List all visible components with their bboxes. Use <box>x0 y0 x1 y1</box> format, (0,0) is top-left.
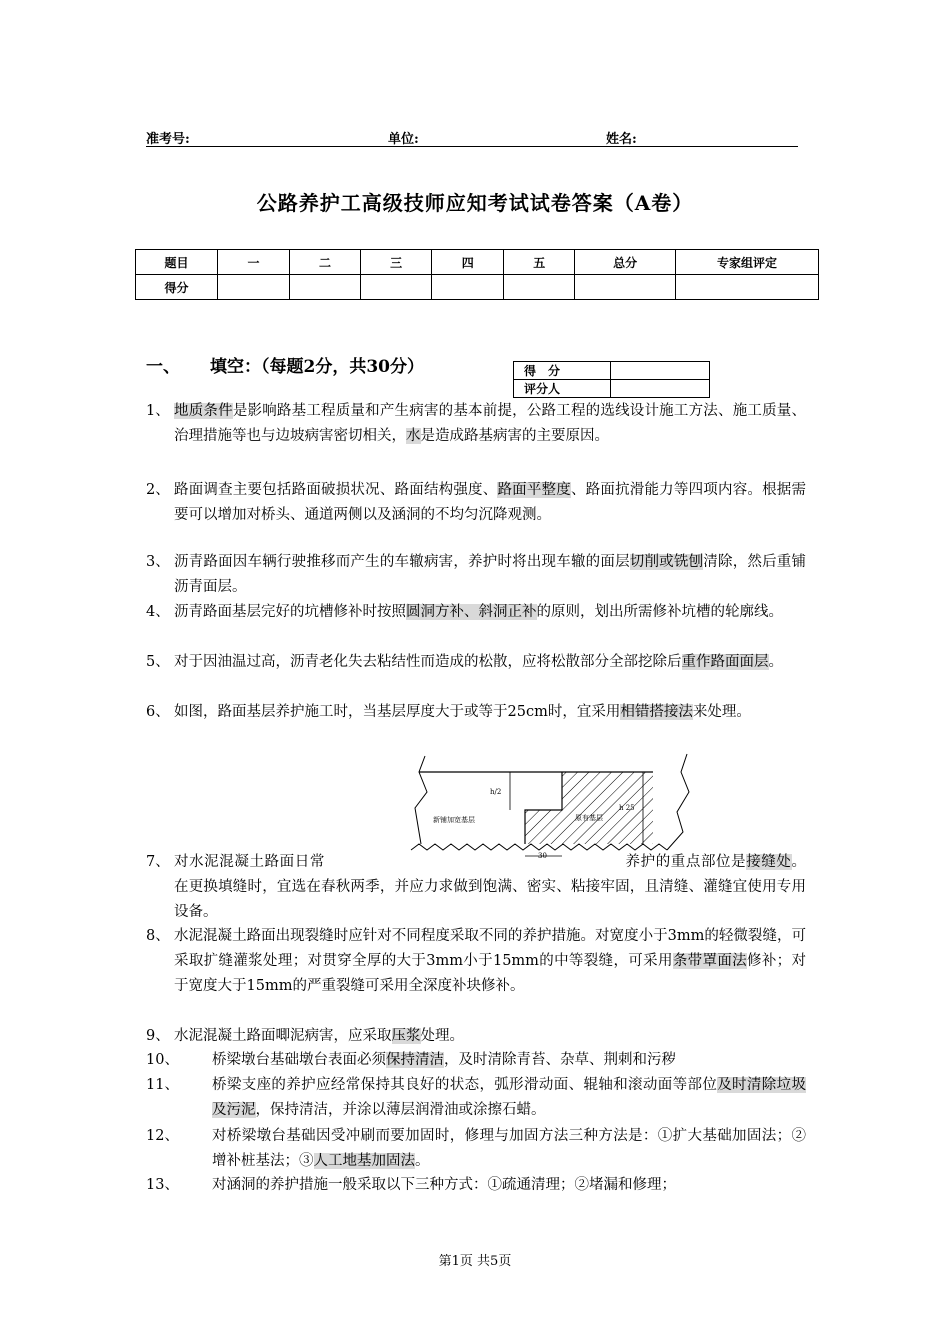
answer-highlight: 地质条件 <box>174 403 233 419</box>
answer-highlight: 及时清除垃圾及污泥 <box>212 1077 806 1118</box>
page-footer: 第1页 共5页 <box>438 1254 512 1269</box>
question-item <box>146 1173 806 1198</box>
question-text <box>146 924 806 999</box>
score-header-cell: 专家组评定 <box>675 250 818 275</box>
question-text-part: 沥青路面基层完好的坑槽修补时按照 <box>174 604 406 620</box>
question-item <box>146 924 806 999</box>
question-text <box>146 1048 806 1073</box>
question-text <box>146 600 806 625</box>
grader-table <box>513 361 710 398</box>
question-number: 5、 <box>146 654 170 670</box>
question-text-part: 。在更换填缝时，宜选在春秋两季，并应力求做到饱满、密实、粘接牢固，且清缝、灌缝宜使用专用设备。 <box>174 854 807 920</box>
section-heading <box>146 352 424 377</box>
question-item <box>146 600 806 625</box>
question-text-part: 沥青路面因车辆行驶推移而产生的车辙病害，养护时将出现车辙的面层 <box>174 554 630 570</box>
question-text-part: ，保持清洁，并涂以薄层润滑油或涂擦石蜡。 <box>255 1102 546 1118</box>
score-header-cell: 三 <box>361 250 432 275</box>
question-text-part: 清除，然后重铺沥青面层。 <box>174 554 807 595</box>
question-text-part: 。 <box>768 654 783 670</box>
answer-highlight: 路面平整度 <box>497 482 571 498</box>
h2-label: h/2 <box>490 788 502 796</box>
mini-score-label: 得 分 <box>514 362 611 380</box>
question-number: 1、 <box>146 403 170 419</box>
exam-no-label: 准考号: <box>146 132 190 147</box>
question-text-part: 的原则，划出所需修补坑槽的轮廓线。 <box>536 604 783 620</box>
question-text-part: 处理。 <box>420 1028 464 1044</box>
question-item <box>146 1024 806 1049</box>
answer-highlight: 接缝处 <box>746 854 792 870</box>
question-text-part: 水泥混凝土路面唧泥病害，应采取 <box>174 1028 392 1044</box>
question-text-part: 来处理。 <box>692 704 751 720</box>
answer-highlight: 重作路面面层 <box>681 654 769 670</box>
question-number: 12、 <box>146 1128 179 1144</box>
answer-highlight: 压浆 <box>391 1028 421 1044</box>
score-header-cell: 二 <box>290 250 361 275</box>
question-item <box>146 478 806 528</box>
score-header-cell: 四 <box>432 250 504 275</box>
question-text-part: 如图，路面基层养护施工时，当基层厚度大于或等于25cm时，宜采用 <box>174 704 621 720</box>
question-number: 4、 <box>146 604 170 620</box>
question-item <box>146 550 806 600</box>
question-text <box>146 1173 806 1198</box>
answer-highlight: 切削或铣刨 <box>629 554 704 570</box>
question-number: 10、 <box>146 1052 179 1068</box>
score-cell <box>217 275 289 300</box>
answer-highlight: 水 <box>406 428 421 444</box>
question-text <box>146 700 806 725</box>
question-item <box>146 1073 806 1123</box>
question-item <box>146 700 806 725</box>
question-text-part: 桥梁墩台基础墩台表面必须 <box>212 1052 386 1068</box>
question-text-part: 、路面抗滑能力等四项内容。根据需要可以增加对桥头、通道两侧以及涵洞的不均匀沉降观测。 <box>174 482 807 523</box>
question-item <box>146 399 806 449</box>
question-text-part: 修补；对于宽度大于15mm的严重裂缝可采用全深度补块修补。 <box>174 953 807 994</box>
question-item <box>146 1048 806 1073</box>
score-header-cell: 题目 <box>136 250 218 275</box>
old-base-label: 原有基层 <box>575 814 603 822</box>
question-text-part: 是影响路基工程质量和产生病害的基本前提，公路工程的选线设计施工方法、施工质量、治理措施等也与边坡病害密切相关， <box>174 403 806 444</box>
question-text <box>146 399 806 449</box>
question-text-part: 对于因油温过高，沥青老化失去粘结性而造成的松散，应将松散部分全部挖除后 <box>174 654 682 670</box>
question-number: 13、 <box>146 1177 179 1193</box>
question-text <box>146 478 806 528</box>
h25-label: h 25 <box>619 804 635 812</box>
question-text-part: 桥梁支座的养护应经常保持其良好的状态，弧形滑动面、辊轴和滚动面等部位 <box>212 1077 718 1093</box>
score-header-cell: 一 <box>217 250 289 275</box>
score-cell <box>290 275 361 300</box>
unit-label: 单位: <box>388 132 419 147</box>
question-text-part: ，及时清除青苔、杂草、荆刺和污秽 <box>444 1052 676 1068</box>
name-label: 姓名: <box>606 132 637 147</box>
mini-grader-label: 评分人 <box>514 380 611 398</box>
question-item <box>146 650 806 675</box>
question-number: 6、 <box>146 704 170 720</box>
question-text-part: 对涵洞的养护措施一般采取以下三种方式：①疏通清理；②堵漏和修理； <box>212 1177 676 1193</box>
score-header-cell: 总分 <box>575 250 676 275</box>
answer-highlight: 圆洞方补、斜洞正补 <box>406 604 537 620</box>
answer-highlight: 条带罩面法 <box>672 953 747 969</box>
question-number: 9、 <box>146 1028 170 1044</box>
page-title: 公路养护工高级技师应知考试试卷答案（A卷） <box>256 191 694 215</box>
section-title: 填空：（每题2分，共30分） <box>210 357 424 377</box>
question-text-part: 水泥混凝土路面出现裂缝时应针对不同程度采取不同的养护措施。对宽度小于3mm的轻微裂缝，可采取扩缝灌浆处理；对贯穿全厚的大于3mm小于15mm的中等裂缝，可采用 <box>174 928 806 969</box>
question-text-part: 是造成路基病害的主要原因。 <box>420 428 609 444</box>
score-table <box>135 249 819 300</box>
question-item <box>146 1124 806 1174</box>
answer-highlight: 保持清洁 <box>386 1052 444 1068</box>
exam-header <box>146 128 798 147</box>
base-layer-diagram <box>405 752 692 864</box>
section-number: 一、 <box>146 357 180 377</box>
question-text-part: 养护的重点部位是 <box>624 854 747 870</box>
question-number: 7、 <box>146 854 170 870</box>
question-text-part: 。 <box>415 1153 430 1169</box>
question-text <box>146 1073 806 1123</box>
question-text <box>146 1124 806 1174</box>
new-base-label: 新铺加宽基层 <box>433 816 475 824</box>
question-text <box>146 650 806 675</box>
score-cell <box>361 275 432 300</box>
question-text <box>146 550 806 600</box>
score-cell <box>432 275 504 300</box>
answer-highlight: 人工地基加固法 <box>313 1153 415 1169</box>
question-number: 2、 <box>146 482 170 498</box>
score-row-label: 得分 <box>136 275 218 300</box>
question-number: 3、 <box>146 554 170 570</box>
question-text-part: 路面调查主要包括路面破损状况、路面结构强度、 <box>174 482 498 498</box>
question-number: 11、 <box>146 1077 179 1093</box>
score-cell <box>675 275 818 300</box>
score-header-cell: 五 <box>504 250 575 275</box>
question-text <box>146 1024 806 1049</box>
answer-highlight: 相错搭接法 <box>620 704 693 720</box>
dim-30-label: 30 <box>538 852 547 860</box>
score-cell <box>575 275 676 300</box>
question-text-part: 对桥梁墩台基础因受冲刷而要加固时，修理与加固方法三种方法是：①扩大基础加固法；②增补桩基法；③ <box>212 1128 806 1169</box>
question-number: 8、 <box>146 928 170 944</box>
score-cell <box>504 275 575 300</box>
question-text-part: 对水泥混凝土路面日常 <box>174 854 325 870</box>
